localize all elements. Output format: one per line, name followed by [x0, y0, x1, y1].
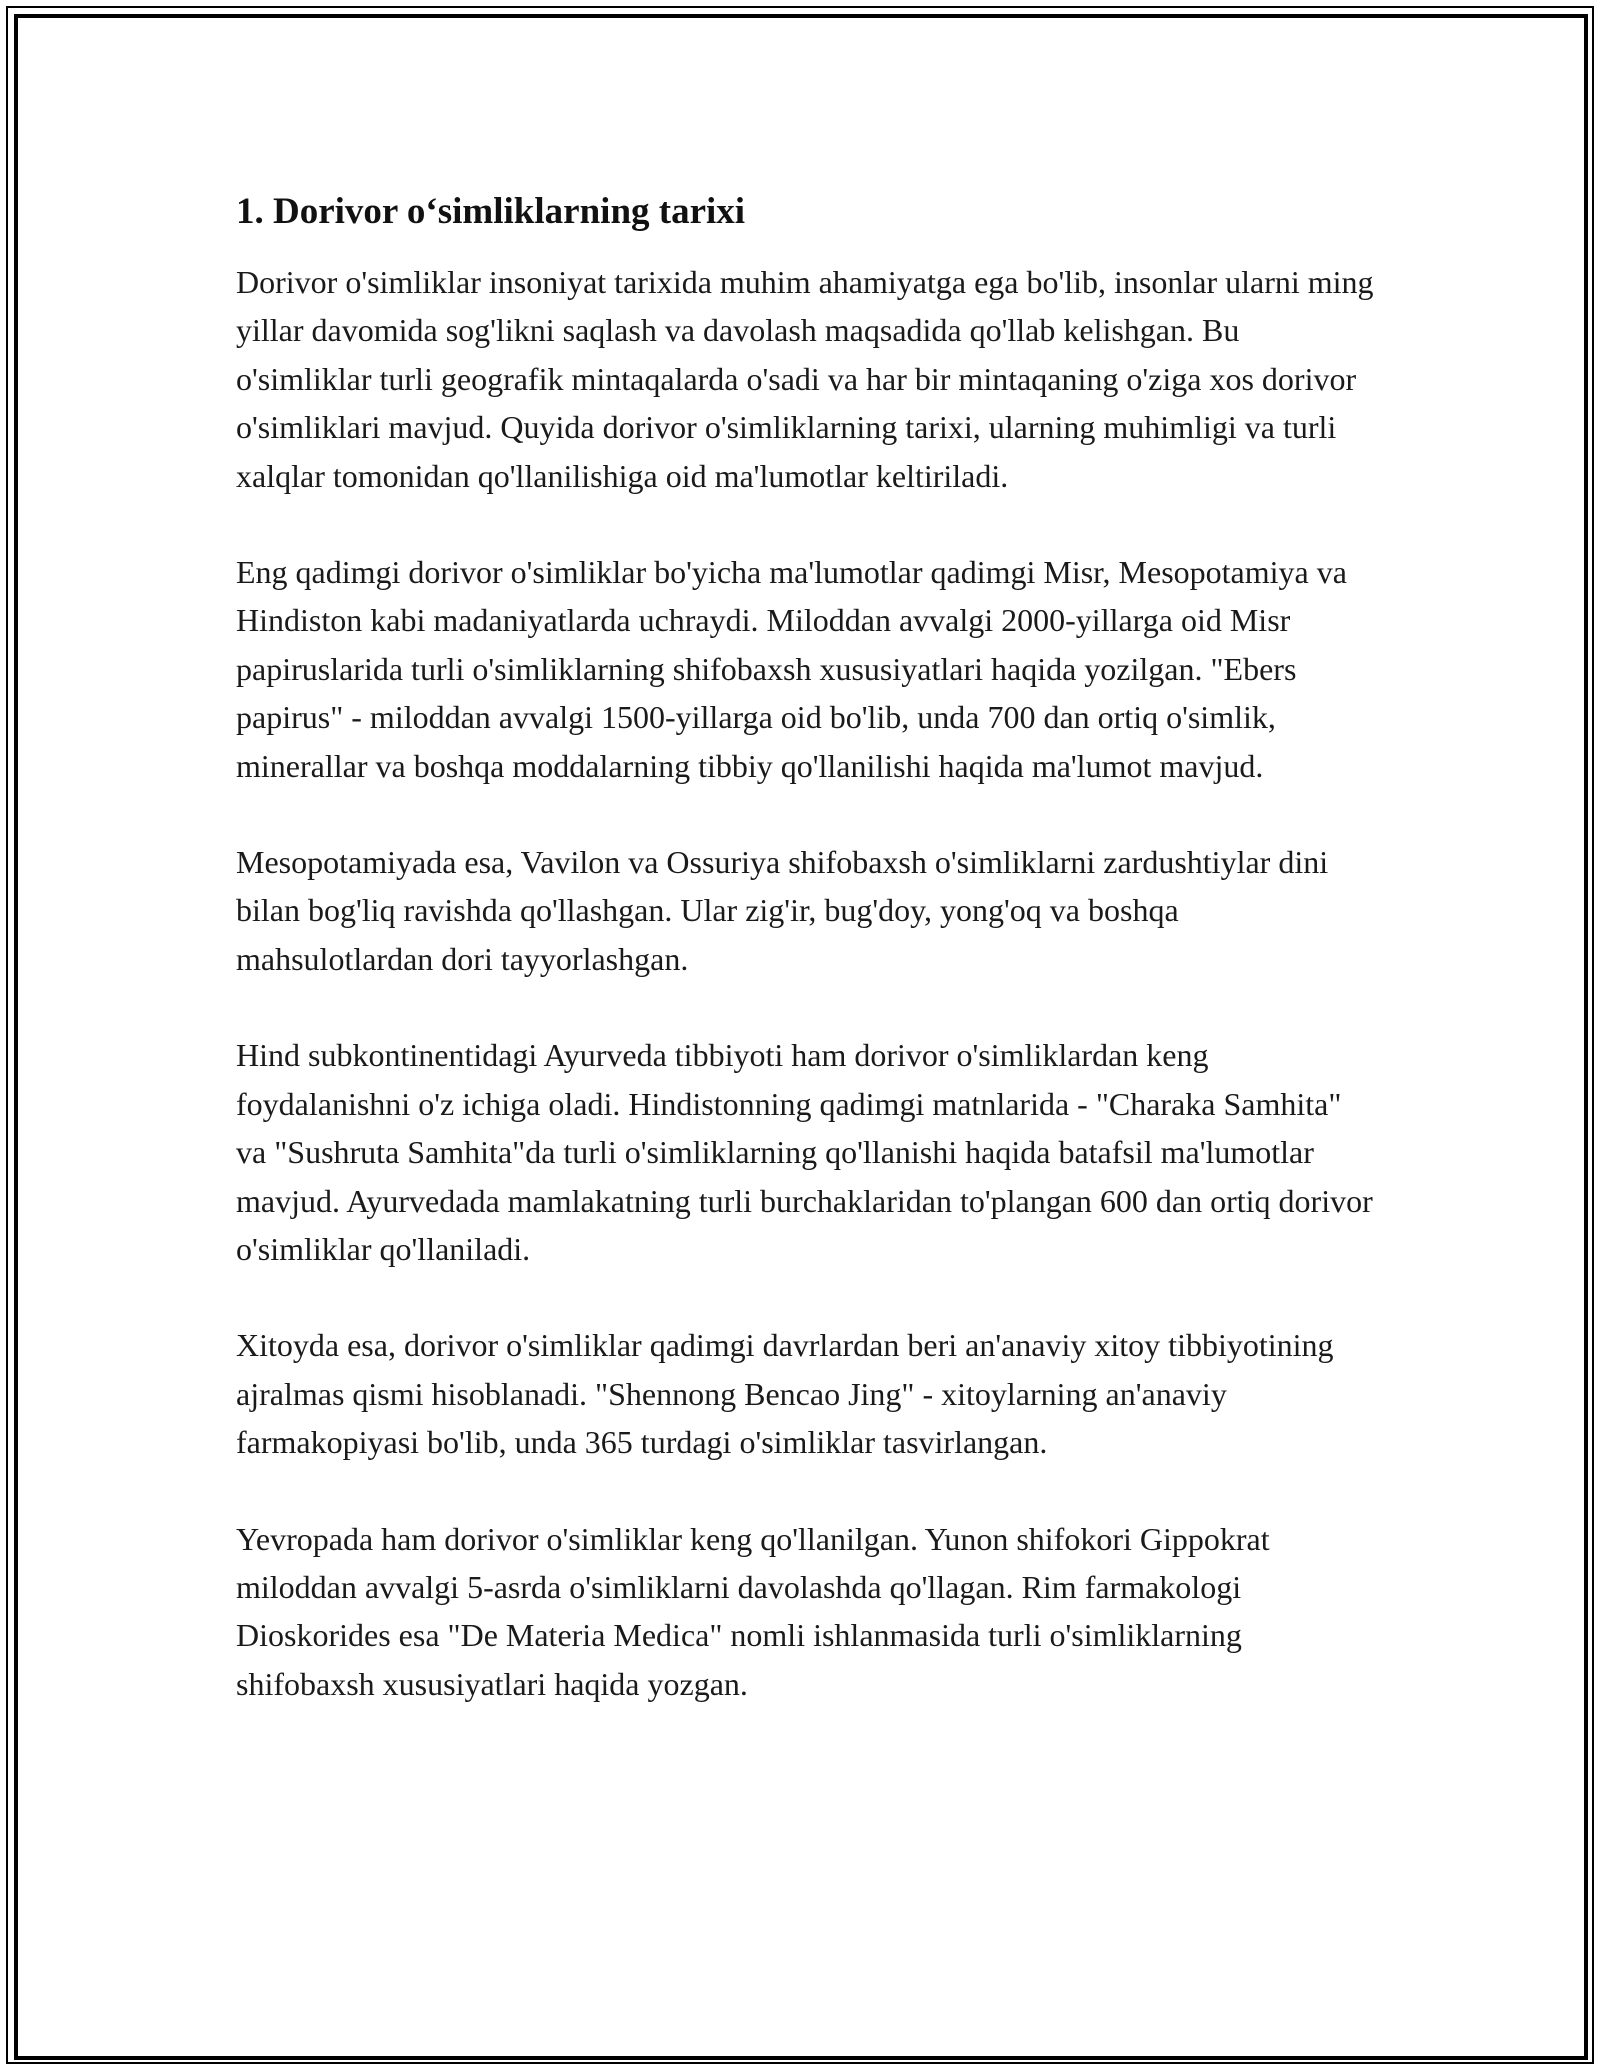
document-body — [236, 188, 1376, 1756]
paragraph-introduction: Dorivor o'simliklar insoniyat tarixida muhim ahamiyatga ega bo'lib, insonlar ularni ming yillar davomida sog'likni saqlash va davolash maqsadida qo'llab kelishgan. Bu o'simliklar turli geografik mintaqalarda o'sadi va har bir mintaqaning o'ziga xos dorivor o'simliklari mavjud. Quyida dorivor o'simliklarning tarixi, ularning muhimligi va turli xalqlar tomonidan qo'llanilishiga oid ma'lumotlar keltiriladi. — [236, 264, 1374, 494]
paragraph-mesopotamia: Mesopotamiyada esa, Vavilon va Ossuriya shifobaxsh o'simliklarni zardushtiylar dini bilan bog'liq ravishda qo'llashgan. Ular zig'ir, bug'doy, yong'oq va boshqa mahsulotlardan dori tayyorlashgan. — [236, 844, 1329, 977]
paragraph-egypt-mesopotamia-india: Eng qadimgi dorivor o'simliklar bo'yicha ma'lumotlar qadimgi Misr, Mesopotamiya va Hindiston kabi madaniyatlarda uchraydi. Miloddan avvalgi 2000-yillarga oid Misr papiruslarida turli o'simliklarning shifobaxsh xususiyatlari haqida yozilgan. "Ebers papirus" - miloddan avvalgi 1500-yillarga oid bo'lib, unda 700 dan ortiq o'simlik, minerallar va boshqa moddalarning tibbiy qo'llanilishi haqida ma'lumot mavjud. — [236, 554, 1347, 784]
section-heading: 1. Dorivor o‘simliklarning tarixi — [236, 191, 746, 232]
paragraph-ayurveda: Hind subkontinentidagi Ayurveda tibbiyoti ham dorivor o'simliklardan keng foydalanishni o'z ichiga oladi. Hindistonning qadimgi matnlarida - "Charaka Samhita" va "Sushruta Samhita"da turli o'simliklarning qo'llanishi haqida batafsil ma'lumotlar mavjud. Ayurvedada mamlakatning turli burchaklaridan to'plangan 600 dan ortiq dorivor o'simliklar qo'llaniladi. — [236, 1037, 1373, 1267]
paragraph-europe: Yevropada ham dorivor o'simliklar keng qo'llanilgan. Yunon shifokori Gippokrat miloddan avvalgi 5-asrda o'simliklarni davolashda qo'llagan. Rim farmakologi Dioskorides esa "De Materia Medica" nomli ishlanmasida turli o'simliklarning shifobaxsh xususiyatlari haqida yozgan. — [236, 1520, 1270, 1702]
paragraph-china: Xitoyda esa, dorivor o'simliklar qadimgi davrlardan beri an'anaviy xitoy tibbiyotining ajralmas qismi hisoblanadi. "Shennong Bencao Jing" - xitoylarning an'anaviy farmakopiyasi bo'lib, unda 365 turdagi o'simliklar tasvirlangan. — [236, 1327, 1334, 1461]
